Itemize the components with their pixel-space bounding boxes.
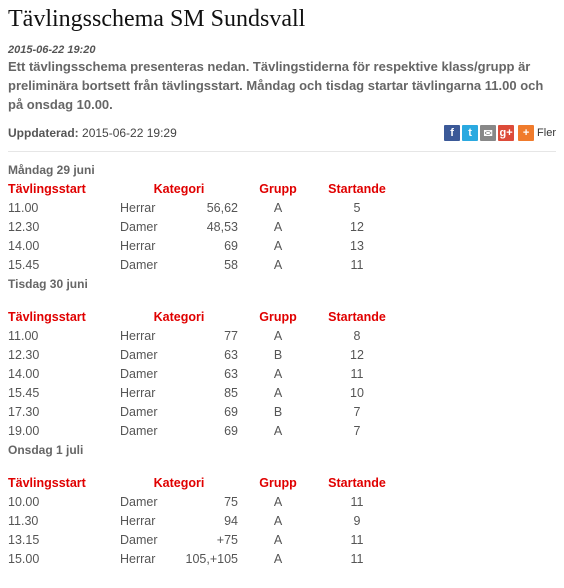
- table-cell: 5: [353, 201, 361, 215]
- lead-paragraph: Ett tävlingsschema presenteras nedan. Tävlingstiderna för respektive klass/grupp är preliminära bortsett från tävlingsstart. Måndag och tisdag startar tävlingarna 11.00 och på onsdag 10.00.: [8, 59, 544, 112]
- table-cell: 10: [350, 386, 364, 400]
- table-row: [8, 531, 396, 550]
- column-header: Kategori: [153, 476, 205, 490]
- table-cell: Damer: [120, 367, 158, 381]
- table-row: [8, 403, 396, 422]
- table-cell: A: [273, 424, 283, 438]
- table-row: [8, 493, 396, 512]
- table-cell: Herrar: [120, 201, 156, 215]
- table-cell: 63: [224, 367, 238, 381]
- column-header: Kategori: [153, 310, 205, 324]
- table-cell: 11: [350, 258, 364, 272]
- more-share-icon[interactable]: +: [518, 125, 534, 141]
- table-cell: 11.30: [8, 514, 39, 528]
- table-cell: 11: [350, 533, 364, 547]
- table-row: [8, 199, 396, 218]
- table-cell: Herrar: [120, 386, 156, 400]
- updated-info: [8, 126, 177, 140]
- share-more-link[interactable]: Fler: [537, 127, 556, 139]
- table-cell: Damer: [120, 220, 158, 234]
- table-cell: 12.30: [8, 220, 40, 234]
- table-cell: 48,53: [206, 220, 238, 234]
- table-cell: Damer: [120, 405, 158, 419]
- divider: [8, 151, 556, 152]
- table-cell: Damer: [120, 258, 158, 272]
- column-header: Startande: [328, 182, 386, 196]
- table-cell: 69: [224, 424, 238, 438]
- column-header: Grupp: [259, 476, 297, 490]
- table-cell: A: [273, 514, 283, 528]
- day-title: Tisdag 30 juni: [8, 277, 88, 291]
- table-cell: 17.30: [8, 405, 40, 419]
- table-header-row: [8, 308, 396, 327]
- schedule-table: [8, 474, 396, 569]
- share-toolbar: [444, 125, 556, 141]
- table-cell: Damer: [120, 533, 158, 547]
- table-cell: 77: [224, 329, 238, 343]
- table-row: [8, 218, 396, 237]
- facebook-share-icon[interactable]: f: [444, 125, 460, 141]
- table-cell: Herrar: [120, 239, 156, 253]
- table-cell: 56,62: [206, 201, 238, 215]
- table-cell: 11: [350, 367, 364, 381]
- table-cell: A: [273, 258, 283, 272]
- table-cell: A: [273, 239, 283, 253]
- table-cell: 69: [224, 405, 238, 419]
- table-cell: 9: [353, 514, 361, 528]
- table-cell: A: [273, 495, 283, 509]
- table-cell: 13.15: [8, 533, 40, 547]
- twitter-share-icon[interactable]: t: [462, 125, 478, 141]
- table-cell: A: [273, 552, 283, 566]
- table-cell: 15.45: [8, 386, 40, 400]
- googleplus-share-icon[interactable]: g+: [499, 127, 513, 139]
- column-header: Startande: [328, 476, 386, 490]
- table-row: [8, 327, 396, 346]
- table-cell: 105,+105: [185, 552, 238, 566]
- table-cell: Herrar: [120, 552, 156, 566]
- table-cell: A: [273, 367, 283, 381]
- table-cell: 11: [350, 495, 364, 509]
- table-header-row: [8, 180, 396, 199]
- table-cell: A: [273, 220, 283, 234]
- table-row: [8, 384, 396, 403]
- column-header: Tävlingsstart: [8, 310, 86, 324]
- column-header: Startande: [328, 310, 386, 324]
- table-row: [8, 512, 396, 531]
- table-cell: A: [273, 329, 283, 343]
- day-spacer: [8, 460, 556, 474]
- table-cell: 69: [224, 239, 238, 253]
- table-cell: A: [273, 533, 283, 547]
- column-header: Grupp: [259, 310, 297, 324]
- day-title: Måndag 29 juni: [8, 163, 95, 177]
- day-spacer: [8, 294, 556, 308]
- table-row: [8, 422, 396, 441]
- table-cell: +75: [216, 533, 238, 547]
- table-cell: B: [273, 405, 283, 419]
- table-cell: 15.45: [8, 258, 40, 272]
- table-cell: 14.00: [8, 367, 40, 381]
- schedule-table: [8, 308, 396, 441]
- table-cell: 12.30: [8, 348, 40, 362]
- table-cell: 94: [224, 514, 238, 528]
- table-cell: Damer: [120, 424, 158, 438]
- table-cell: 58: [224, 258, 238, 272]
- table-cell: 85: [224, 386, 238, 400]
- table-cell: 10.00: [8, 495, 40, 509]
- table-cell: 11.00: [8, 201, 39, 215]
- table-cell: Herrar: [120, 514, 156, 528]
- table-cell: A: [273, 201, 283, 215]
- table-cell: Damer: [120, 348, 158, 362]
- table-cell: 13: [350, 239, 364, 253]
- table-row: [8, 365, 396, 384]
- table-cell: 14.00: [8, 239, 40, 253]
- meta-row: [8, 124, 556, 142]
- table-cell: 75: [224, 495, 238, 509]
- schedule-table: [8, 180, 396, 275]
- column-header: Tävlingsstart: [8, 476, 86, 490]
- table-cell: 19.00: [8, 424, 40, 438]
- page-title: Tävlingsschema SM Sundsvall: [8, 6, 306, 32]
- table-cell: 8: [353, 329, 361, 343]
- column-header: Grupp: [259, 182, 297, 196]
- table-cell: B: [273, 348, 283, 362]
- day-title: Onsdag 1 juli: [8, 443, 84, 457]
- table-row: [8, 346, 396, 365]
- table-row: [8, 550, 396, 569]
- table-header-row: [8, 474, 396, 493]
- publish-date: 2015-06-22 19:20: [8, 44, 96, 56]
- table-cell: 7: [353, 424, 361, 438]
- table-cell: A: [273, 386, 283, 400]
- table-row: [8, 237, 396, 256]
- table-cell: 12: [350, 220, 364, 234]
- table-cell: 7: [353, 405, 361, 419]
- column-header: Kategori: [153, 182, 205, 196]
- table-cell: 63: [224, 348, 238, 362]
- table-cell: Herrar: [120, 329, 156, 343]
- updated-value: 2015-06-22 19:29: [82, 126, 177, 140]
- table-cell: 15.00: [8, 552, 40, 566]
- email-share-icon[interactable]: ✉: [480, 125, 496, 141]
- schedule: [8, 161, 556, 569]
- table-cell: 11: [350, 552, 364, 566]
- table-row: [8, 256, 396, 275]
- updated-label: Uppdaterad:: [8, 126, 79, 140]
- column-header: Tävlingsstart: [8, 182, 86, 196]
- table-cell: Damer: [120, 495, 158, 509]
- table-cell: 12: [350, 348, 364, 362]
- table-cell: 11.00: [8, 329, 39, 343]
